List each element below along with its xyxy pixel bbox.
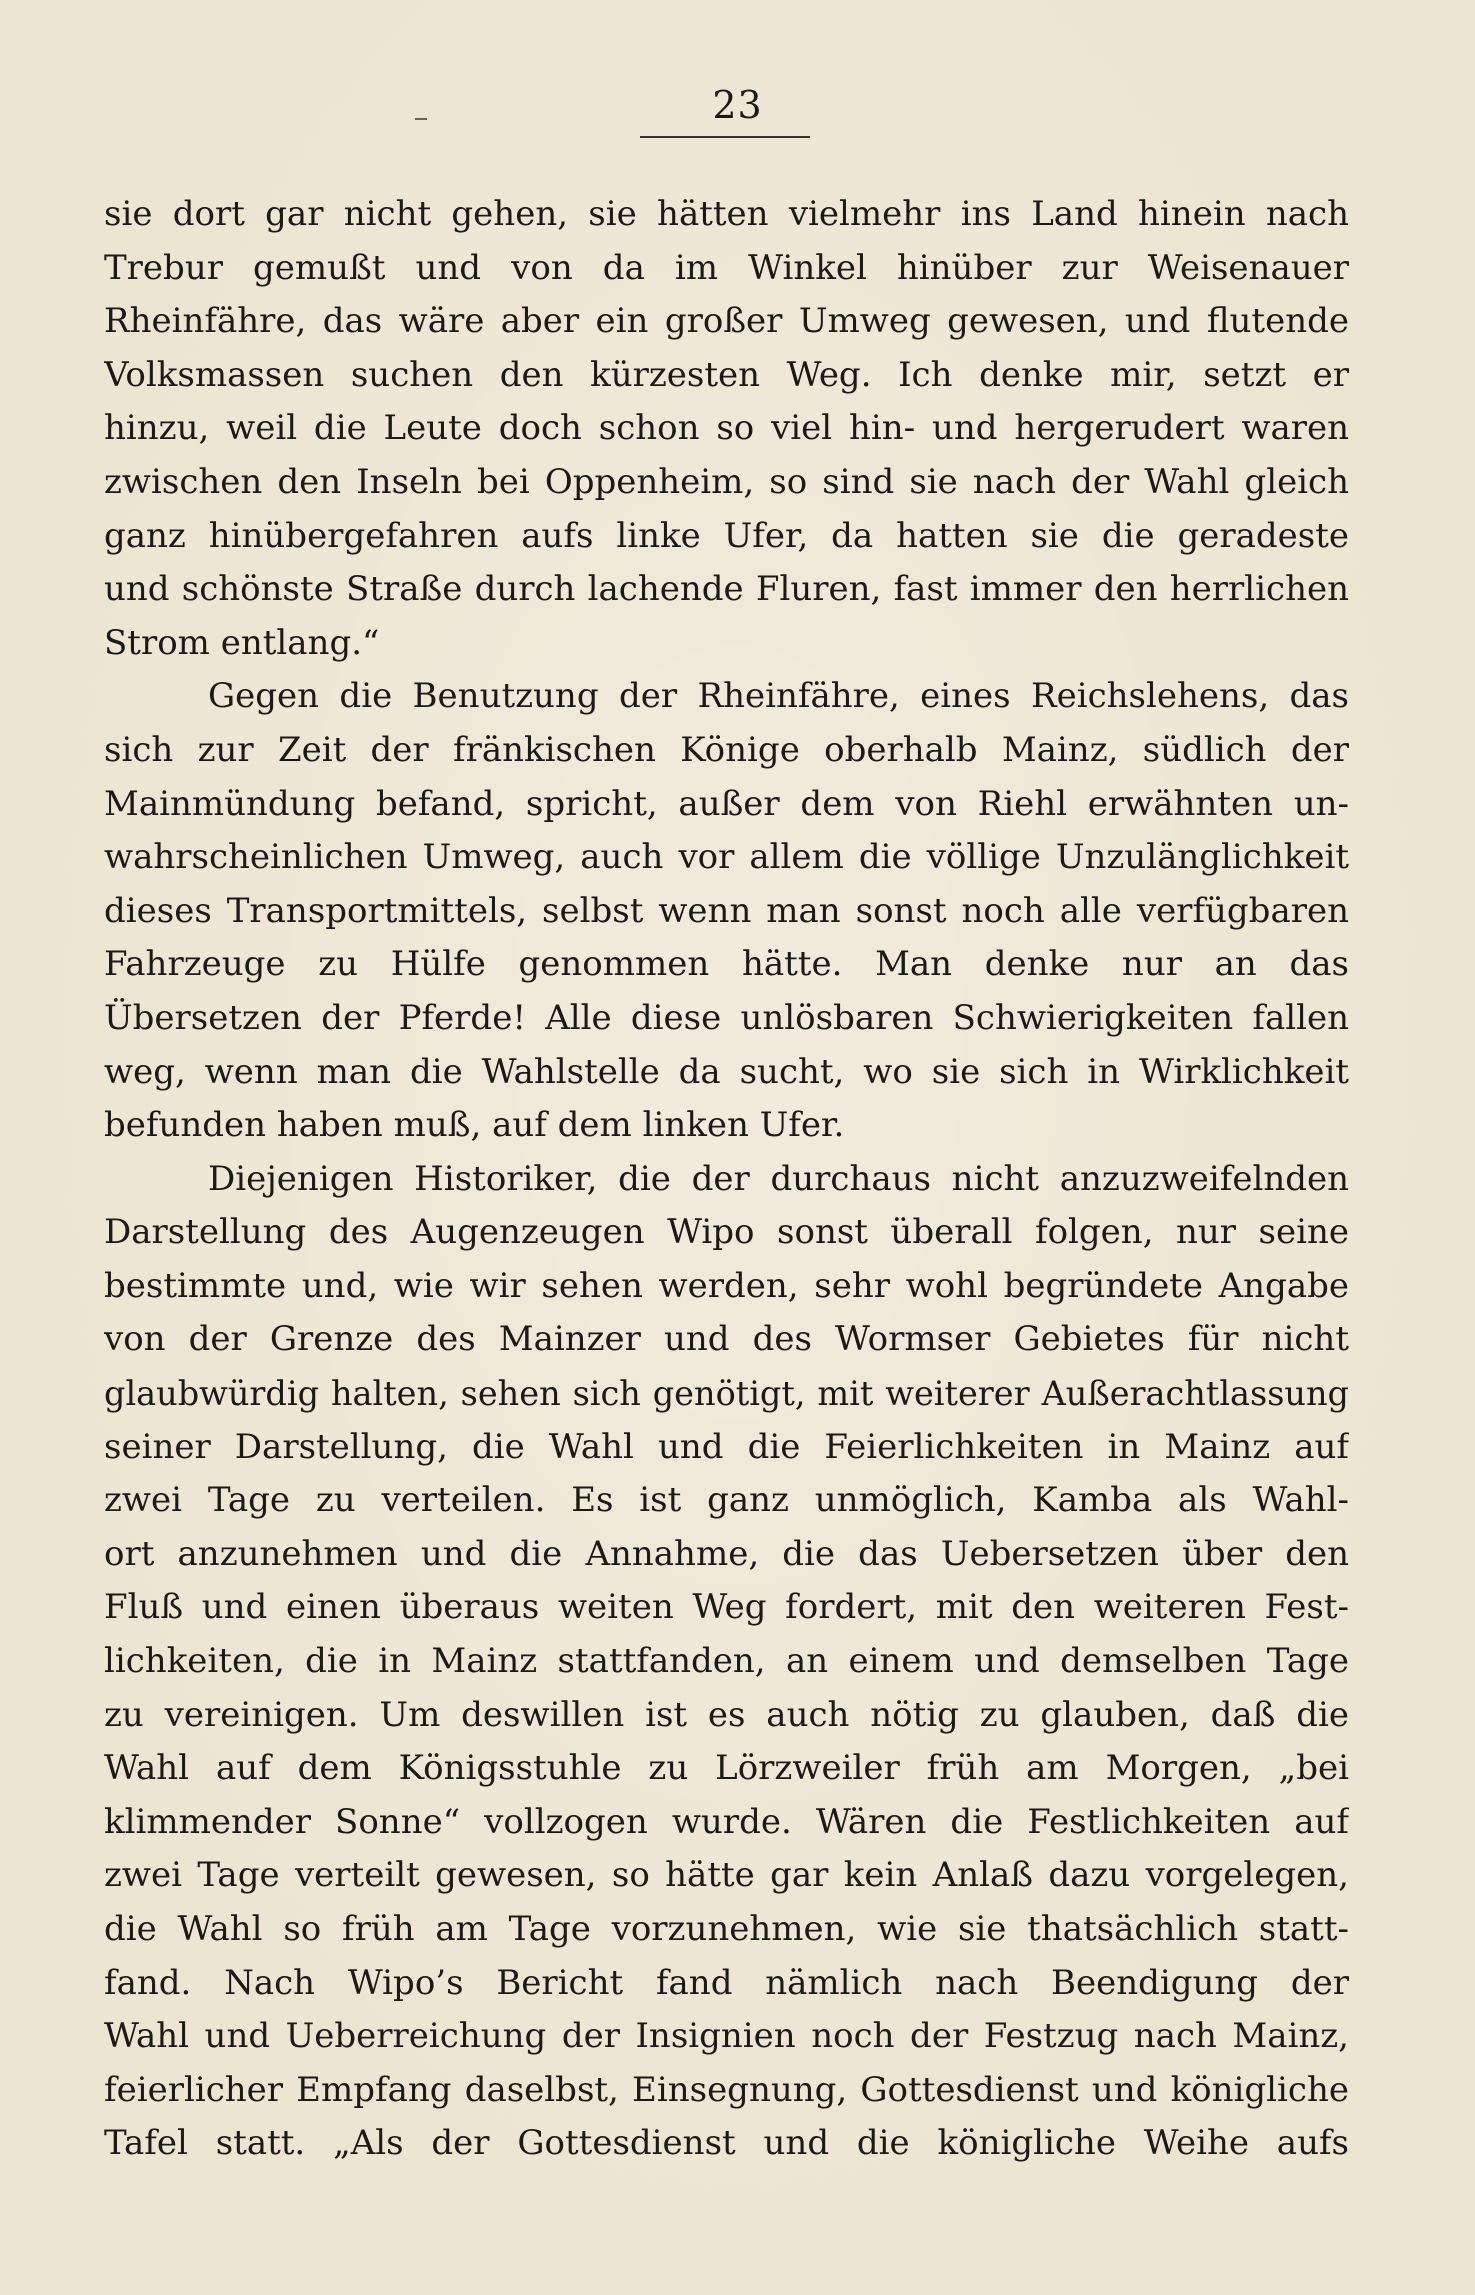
text-line: ganz hinübergefahren aufs linke Ufer, da hatten sie die geradeste xyxy=(104,515,1349,556)
text-line: befunden haben muß, auf dem linken Ufer. xyxy=(104,1105,845,1146)
text-line: Fluß und einen überaus weiten Weg fordert, mit den weiteren Fest- xyxy=(104,1587,1349,1628)
header-rule xyxy=(640,136,810,138)
text-line: Wahl auf dem Königsstuhle zu Lörzweiler früh am Morgen, „bei xyxy=(104,1748,1349,1789)
text-line: fand. Nach Wipo’s Bericht fand nämlich nach Beendigung der xyxy=(104,1962,1349,2003)
text-line: Darstellung des Augenzeugen Wipo sonst überall folgen, nur seine xyxy=(104,1212,1349,1253)
text-line: lichkeiten, die in Mainz stattfanden, an einem und demselben Tage xyxy=(104,1641,1349,1682)
text-line: Tafel statt. „Als der Gottesdienst und die königliche Weihe aufs xyxy=(104,2123,1349,2164)
text-line: zu vereinigen. Um deswillen ist es auch nötig zu glauben, daß die xyxy=(104,1694,1349,1735)
text-line: zwischen den Inseln bei Oppenheim, so sind sie nach der Wahl gleich xyxy=(104,461,1349,502)
text-line: Diejenigen Historiker, die der durchaus nicht anzuzweifelnden xyxy=(208,1158,1349,1199)
text-line: die Wahl so früh am Tage vorzunehmen, wie sie thatsächlich statt- xyxy=(104,1909,1349,1949)
text-line: weg, wenn man die Wahlstelle da sucht, wo sie sich in Wirklichkeit xyxy=(104,1051,1349,1092)
text-line: glaubwürdig halten, sehen sich genötigt, mit weiterer Außerachtlassung xyxy=(104,1374,1349,1414)
text-line: Rheinfähre, das wäre aber ein großer Umweg gewesen, und flutende xyxy=(104,301,1349,342)
text-line: Gegen die Benutzung der Rheinfähre, eines Reichslehens, das xyxy=(208,676,1349,717)
text-line: und schönste Straße durch lachende Fluren, fast immer den herrlichen xyxy=(104,569,1349,610)
page-header xyxy=(0,82,1475,128)
text-line: hinzu, weil die Leute doch schon so viel hin- und hergerudert waren xyxy=(104,408,1349,449)
text-line: wahrscheinlichen Umweg, auch vor allem die völlige Unzulänglichkeit xyxy=(104,837,1349,878)
text-line: zwei Tage zu verteilen. Es ist ganz unmöglich, Kamba als Wahl- xyxy=(104,1480,1349,1521)
text-line: Mainmündung befand, spricht, außer dem von Riehl erwähnten un- xyxy=(104,783,1349,824)
text-line: Wahl und Ueberreichung der Insignien noch der Festzug nach Mainz, xyxy=(104,2016,1349,2057)
text-line: Fahrzeuge zu Hülfe genommen hätte. Man denke nur an das xyxy=(104,944,1349,985)
text-line: zwei Tage verteilt gewesen, so hätte gar kein Anlaß dazu vorgelegen, xyxy=(104,1855,1349,1896)
text-line: Trebur gemußt und von da im Winkel hinüber zur Weisenauer xyxy=(104,247,1349,288)
text-line: ort anzunehmen und die Annahme, die das Uebersetzen über den xyxy=(104,1533,1349,1574)
text-line: Übersetzen der Pferde! Alle diese unlösbaren Schwierigkeiten fallen xyxy=(104,997,1349,1038)
text-line: dieses Transportmittels, selbst wenn man sonst noch alle verfügbaren xyxy=(104,890,1349,931)
text-line: sie dort gar nicht gehen, sie hätten vielmehr ins Land hinein nach xyxy=(104,194,1349,234)
text-line: von der Grenze des Mainzer und des Wormser Gebietes für nicht xyxy=(104,1319,1349,1360)
text-line: seiner Darstellung, die Wahl und die Feierlichkeiten in Mainz auf xyxy=(104,1426,1349,1467)
page-number: 23 xyxy=(712,83,763,127)
text-line: sich zur Zeit der fränkischen Könige oberhalb Mainz, südlich der xyxy=(104,729,1349,770)
text-line: bestimmte und, wie wir sehen werden, sehr wohl begründete Angabe xyxy=(104,1265,1349,1306)
header-dash-mark xyxy=(415,118,427,120)
text-line: Volksmassen suchen den kürzesten Weg. Ich denke mir, setzt er xyxy=(104,354,1349,395)
text-line: feierlicher Empfang daselbst, Einsegnung, Gottesdienst und königliche xyxy=(104,2069,1349,2110)
text-line: Strom entlang.“ xyxy=(104,622,380,663)
body-text xyxy=(104,188,1349,2171)
text-line: klimmender Sonne“ vollzogen wurde. Wären die Festlichkeiten auf xyxy=(104,1801,1349,1842)
